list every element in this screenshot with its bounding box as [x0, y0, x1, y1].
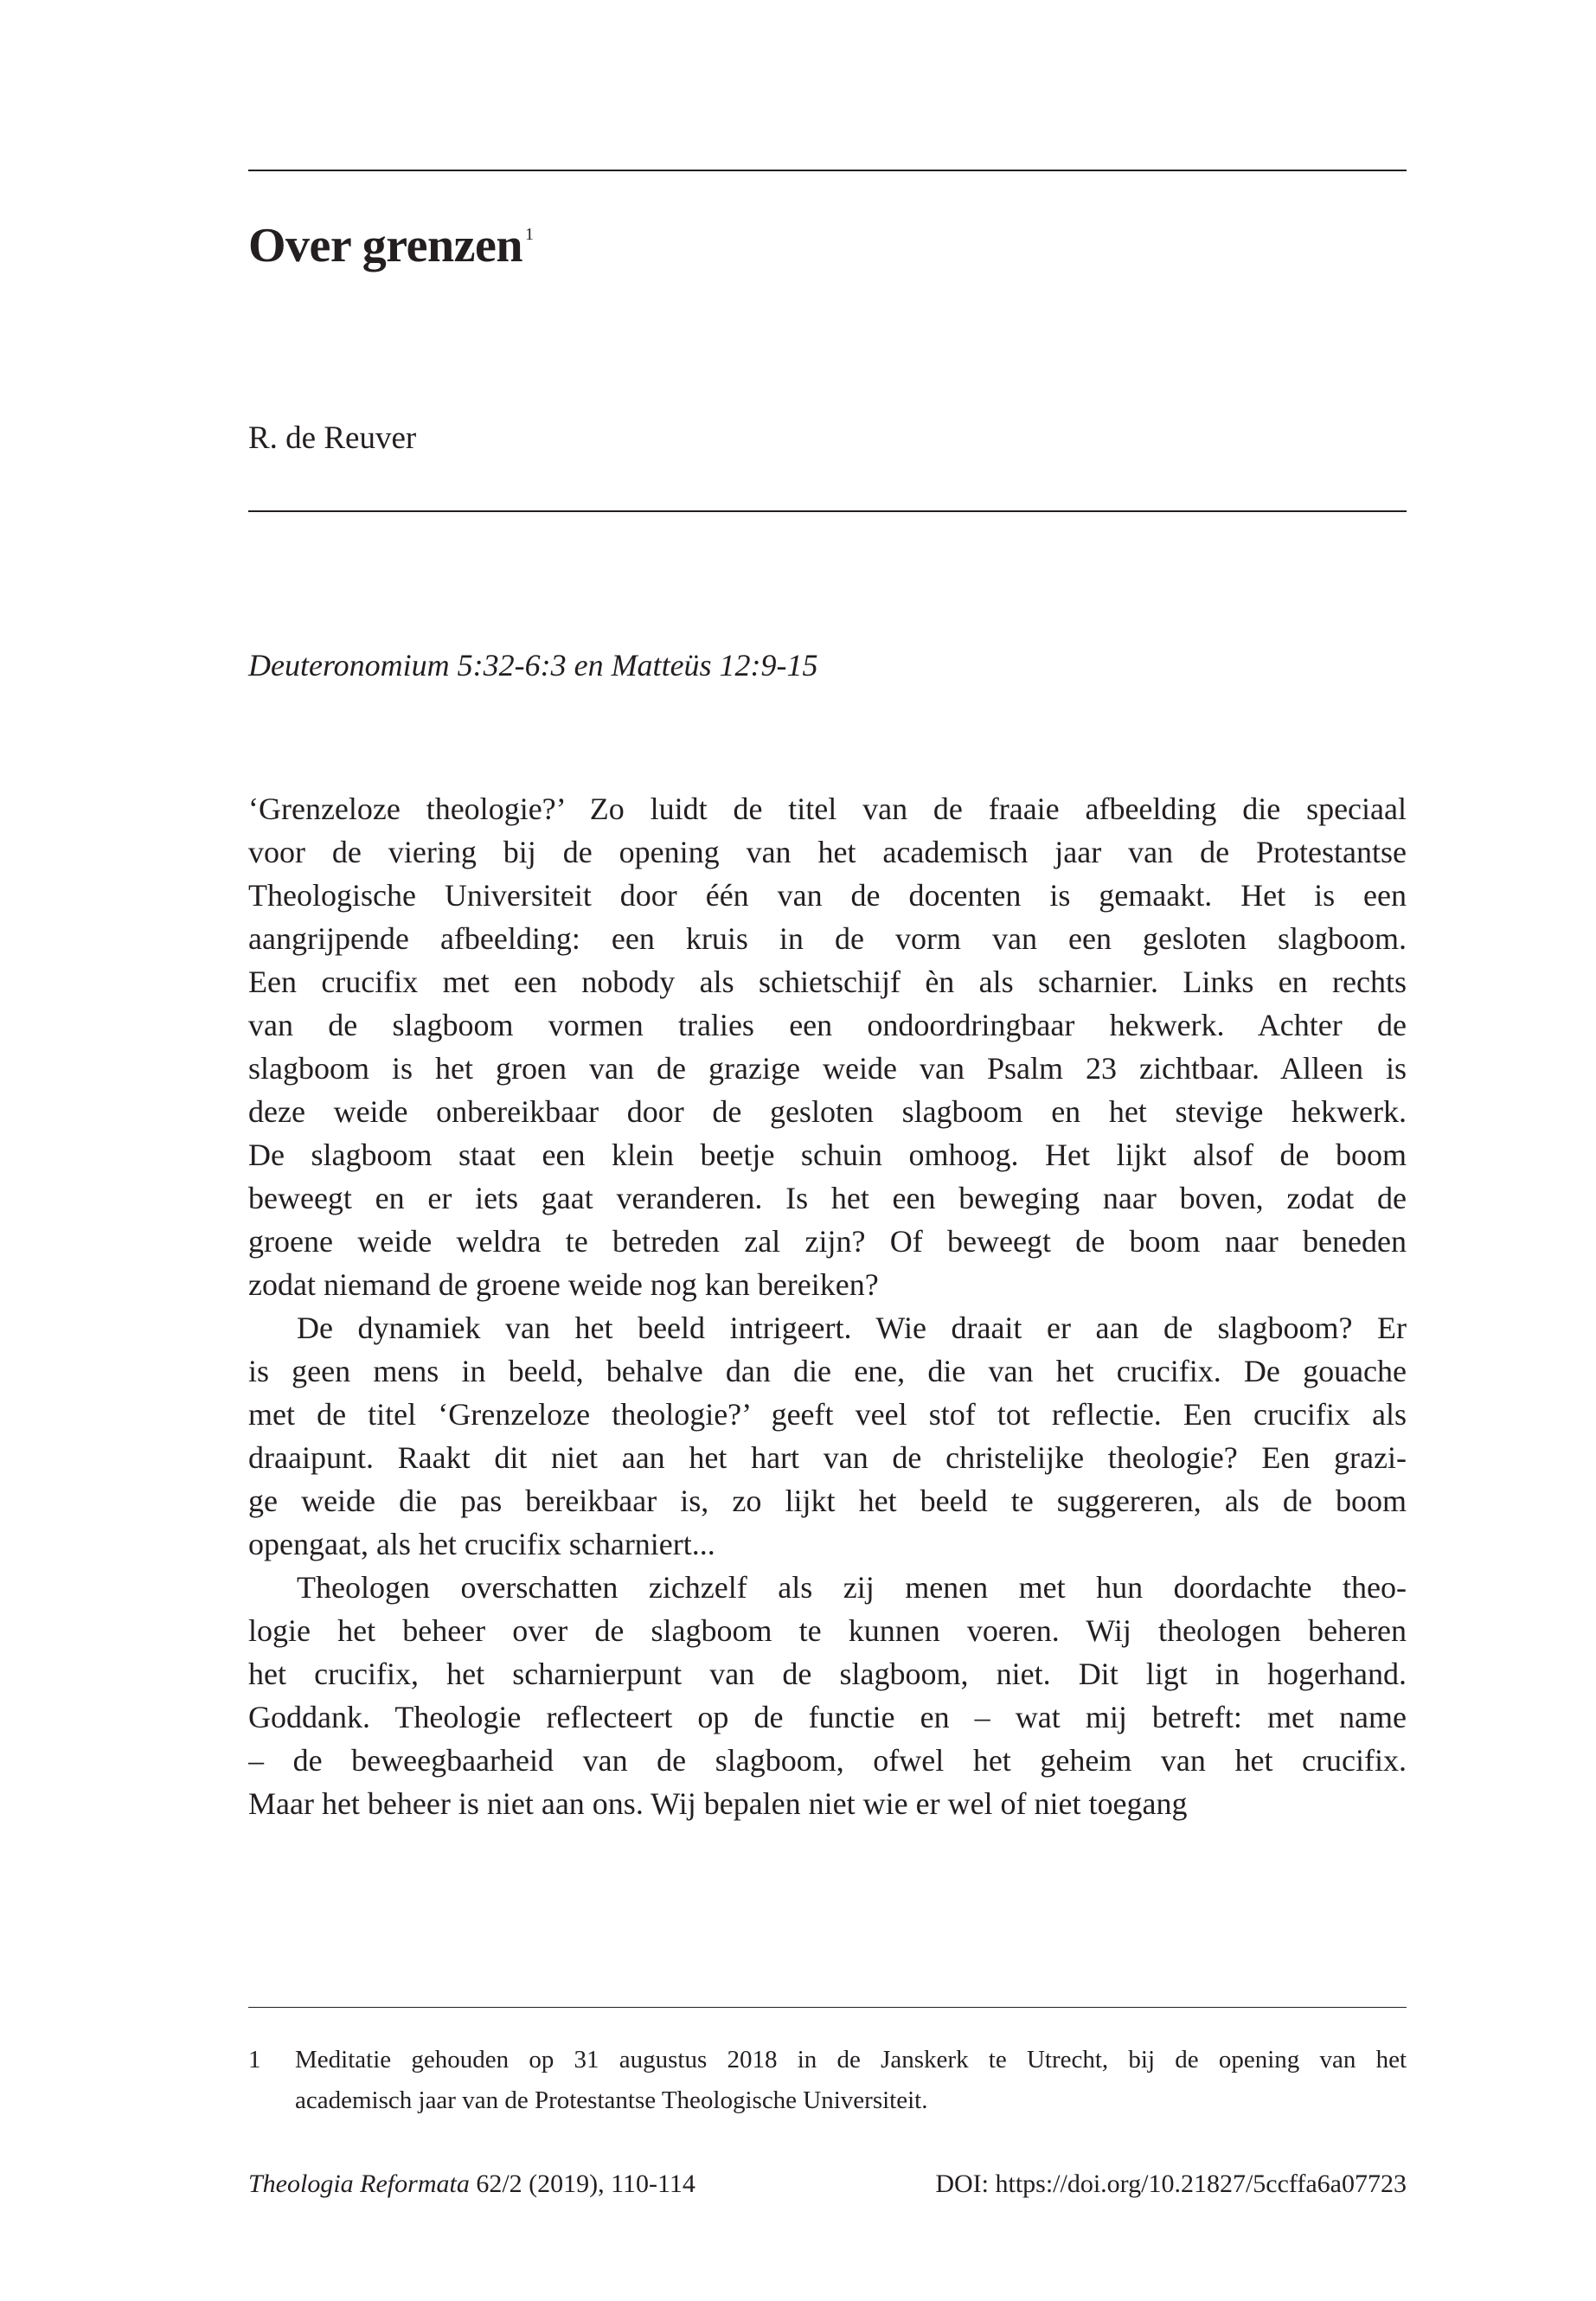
- body-line: deze weide onbereikbaar door de gesloten slagboom en het stevige hekwerk.: [248, 1094, 1407, 1129]
- body-line: ‘Grenzeloze theologie?’ Zo luidt de titel van de fraaie afbeelding die speciaal: [248, 792, 1407, 826]
- body-line: Theologen overschatten zichzelf als zij menen met hun doordachte theo-: [297, 1570, 1407, 1605]
- body-line: slagboom is het groen van de grazige weide van Psalm 23 zichtbaar. Alleen is: [248, 1051, 1407, 1086]
- footnote-rule: [248, 2007, 1407, 2008]
- body-line: Een crucifix met een nobody als schietschijf èn als scharnier. Links en rechts: [248, 965, 1407, 999]
- body-line: opengaat, als het crucifix scharniert...: [248, 1527, 715, 1561]
- body-line: Maar het beheer is niet aan ons. Wij bepalen niet wie er wel of niet toegang: [248, 1786, 1188, 1821]
- top-rule: [248, 170, 1407, 171]
- footnote-line: Meditatie gehouden op 31 augustus 2018 in de Janskerk te Utrecht, bij de opening van het: [295, 2046, 1407, 2073]
- body-text: [248, 787, 1407, 1825]
- body-line: aangrijpende afbeelding: een kruis in de vorm van een gesloten slagboom.: [248, 921, 1407, 956]
- citation: [248, 2170, 695, 2199]
- body-line: logie het beheer over de slagboom te kunnen voeren. Wij theologen beheren: [248, 1613, 1407, 1648]
- body-line: – de beweegbaarheid van de slagboom, ofwel het geheim van het crucifix.: [248, 1743, 1407, 1778]
- body-line: groene weide weldra te betreden zal zijn? Of beweegt de boom naar beneden: [248, 1224, 1407, 1259]
- body-line: Goddank. Theologie reflecteert op de functie en – wat mij betreft: met name: [248, 1700, 1407, 1734]
- doi-link[interactable]: DOI: https://doi.org/10.21827/5ccffa6a07723: [935, 2170, 1407, 2198]
- author: R. de Reuver: [248, 420, 417, 456]
- body-line: met de titel ‘Grenzeloze theologie?’ geeft veel stof tot reflectie. Een crucifix als: [248, 1397, 1407, 1432]
- footnote-ref[interactable]: 1: [524, 225, 534, 244]
- body-line: het crucifix, het scharnierpunt van de slagboom, niet. Dit ligt in hogerhand.: [248, 1657, 1407, 1691]
- body-line: van de slagboom vormen tralies een ondoordringbaar hekwerk. Achter de: [248, 1008, 1407, 1042]
- scripture-reference: Deuteronomium 5:32-6:3 en Matteüs 12:9-15: [248, 648, 818, 683]
- body-line: draaipunt. Raakt dit niet aan het hart van de christelijke theologie? Een grazi-: [248, 1440, 1407, 1475]
- footnote-line: academisch jaar van de Protestantse Theologische Universiteit.: [295, 2086, 928, 2114]
- article-title: [248, 218, 1407, 273]
- body-line: De slagboom staat een klein beetje schuin omhoog. Het lijkt alsof de boom: [248, 1138, 1407, 1172]
- footnote-number: 1: [248, 2046, 261, 2073]
- body-line: is geen mens in beeld, behalve dan die ene, die van het crucifix. De gouache: [248, 1354, 1407, 1388]
- journal-name: Theologia Reformata: [248, 2170, 470, 2198]
- body-line: voor de viering bij de opening van het academisch jaar van de Protestantse: [248, 835, 1407, 869]
- title-text: Over grenzen: [248, 219, 522, 272]
- author-rule: [248, 510, 1407, 512]
- page-footer: [248, 2170, 1407, 2199]
- body-line: De dynamiek van het beeld intrigeert. Wie draait er aan de slagboom? Er: [297, 1311, 1407, 1345]
- volume-pages: 62/2 (2019), 110-114: [469, 2170, 695, 2198]
- body-line: zodat niemand de groene weide nog kan bereiken?: [248, 1267, 879, 1302]
- body-line: Theologische Universiteit door één van de docenten is gemaakt. Het is een: [248, 878, 1407, 913]
- footnote: [248, 2040, 1407, 2121]
- body-line: ge weide die pas bereikbaar is, zo lijkt het beeld te suggereren, als de boom: [248, 1484, 1407, 1518]
- body-line: beweegt en er iets gaat veranderen. Is het een beweging naar boven, zodat de: [248, 1181, 1407, 1215]
